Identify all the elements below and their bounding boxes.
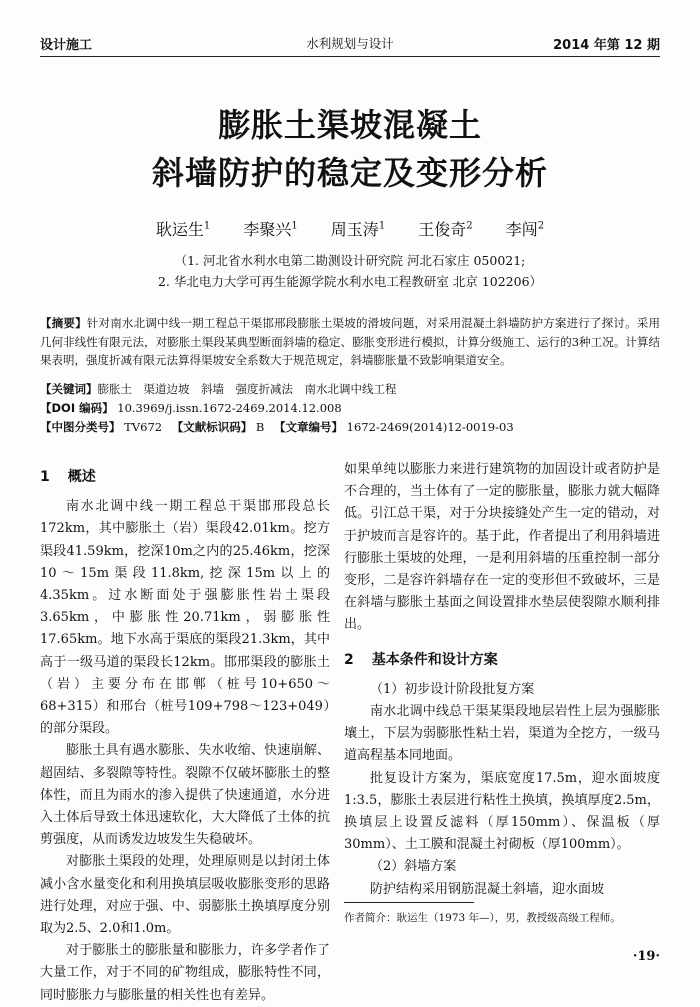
classification — [40, 418, 660, 437]
abstract-label: 【摘要】 — [40, 316, 87, 330]
subsection-heading: （2）斜墙方案 — [370, 859, 457, 875]
issue-info: 2014 年第 12 期 — [553, 38, 660, 53]
footnote-rule — [344, 902, 474, 903]
article-no-value: 1672-2469(2014)12-0019-03 — [346, 420, 514, 434]
author: 李聚兴$^1$ — [243, 220, 298, 239]
right-column — [344, 459, 660, 901]
author: 耿运生$^1$ — [155, 220, 211, 239]
left-column — [40, 462, 330, 1007]
page-number: ·19· — [632, 949, 660, 964]
keywords — [40, 380, 660, 399]
paragraph: 南水北调中线一期工程总干渠邯邢段总长172km，其中膨胀土（岩）渠段42.01km。挖方渠段41.59km，挖深10m之内的25.46km，挖深10～15m渠段11.8km,挖深15m以上的4.35km。过水断面处于强膨胀性岩土渠段3.65km，中膨胀性20.71km，弱膨胀性17.65km。地下水高于渠底的渠段21.3km，其中高于一级马道的渠段长12km。邯邢渠段的膨胀土（岩）主要分布在邯郸（桩号10+650～68+315）和邢台（桩号109+798～123+049）的部分渠段。 — [40, 499, 330, 737]
section-2-heading: 2 基本条件和设计方案 — [344, 651, 498, 668]
title-line-1: 膨胀土渠坡混凝土 — [217, 106, 482, 144]
paragraph: 膨胀土具有遇水膨胀、失水收缩、快速崩解、超固结、多裂隙等特性。裂隙不仅破坏膨胀土的整体性，而且为雨水的渗入提供了快速通道，水分进入土体后导致土体迅速软化，大大降低了土体的抗剪强度，从而诱发边坡发生失稳破坏。 — [40, 743, 330, 848]
subsection-heading: （1）初步设计阶段批复方案 — [370, 681, 535, 697]
affiliation-1: （1. 河北省水利水电第二勘测设计研究院 河北石家庄 050021; — [174, 253, 526, 268]
doc-code-value: B — [255, 420, 265, 434]
journal-section: 设计施工 — [40, 38, 93, 53]
paragraph: 如果单纯以膨胀力来进行建筑物的加固设计或者防护是不合理的，当土体有了一定的膨胀量，膨胀力就大幅降低。引江总干渠，对于分块接缝处产生一定的错动，对于护坡而言是容许的。基于此，作者提出了利用斜墙进行膨胀土渠坡的处理，一是利用斜墙的压重控制一部分变形，二是容许斜墙存在一定的变形但不致破坏，三是在斜墙与膨胀土基面之间设置排水垫层使裂隙水顺利排出。 — [344, 462, 660, 633]
abstract-text: 针对南水北调中线一期工程总干渠邯邢段膨胀土渠坡的滑坡问题，对采用混凝土斜墙防护方案进行了探讨。采用几何非线性有限元法，对膨胀土渠段某典型断面斜墙的稳定、膨胀变形进行模拟，计算分级施工、运行的3种工况。计算结果表明，强度折减有限元法算得渠坡安全系数大于规范规定，斜墙膨胀量不致影响渠道安全。 — [40, 316, 660, 367]
author-footnote: 作者简介：耿运生（1973 年—），男，教授级高级工程师。 — [344, 912, 621, 924]
article-no-label: 【文章编号】 — [274, 420, 344, 434]
doc-code-label: 【文献标识码】 — [171, 420, 253, 434]
author: 王俊奇$^2$ — [418, 220, 473, 239]
keywords-text: 膨胀土 渠道边坡 斜墙 强度折减法 南水北调中线工程 — [97, 382, 397, 396]
journal-name: 水利规划与设计 — [306, 36, 394, 51]
doi-label: 【DOI 编码】 — [40, 401, 114, 415]
clc-value: TV672 — [124, 420, 163, 434]
paragraph: 批复设计方案为，渠底宽度17.5m，迎水面坡度1:3.5，膨胀土表层进行粘性土换填，换填厚度2.5m，换填层上设置反滤料（厚150mm）、保温板（厚30mm）、土工膜和混凝土衬砌板（厚100mm）。 — [344, 770, 660, 853]
section-1-heading: 1 概述 — [40, 469, 96, 485]
paragraph: 对于膨胀土的膨胀量和膨胀力，许多学者作了大量工作，对于不同的矿物组成，膨胀特性不同，同时膨胀力与膨胀量的相关性也有差异。 — [40, 943, 330, 1003]
paragraph: 防护结构采用钢筋混凝土斜墙，迎水面坡 — [370, 881, 605, 897]
clc-label: 【中图分类号】 — [40, 420, 121, 434]
author: 周玉涛$^1$ — [330, 220, 386, 239]
keywords-label: 【关键词】 — [40, 382, 98, 396]
paragraph: 南水北调中线总干渠某渠段地层岩性上层为强膨胀壤土，下层为弱膨胀性粘土岩，渠道为全挖方，一级马道高程基本同地面。 — [344, 704, 660, 764]
title-line-2: 斜墙防护的稳定及变形分析 — [151, 154, 548, 192]
abstract — [40, 314, 660, 370]
author-list — [0, 217, 700, 240]
affiliation-2: 2. 华北电力大学可再生能源学院水利水电工程教研室 北京 102206） — [157, 274, 543, 289]
doi — [40, 399, 660, 418]
doi-text: 10.3969/j.issn.1672-2469.2014.12.008 — [117, 401, 342, 415]
paragraph: 对膨胀土渠段的处理，处理原则是以封闭土体减小含水量变化和利用换填层吸收膨胀变形的思路进行处理，对应于强、中、弱膨胀土换填厚度分别取为2.5、2.0和1.0m。 — [40, 854, 330, 937]
author: 李闯$^2$ — [505, 220, 545, 239]
header-rule — [40, 56, 660, 57]
